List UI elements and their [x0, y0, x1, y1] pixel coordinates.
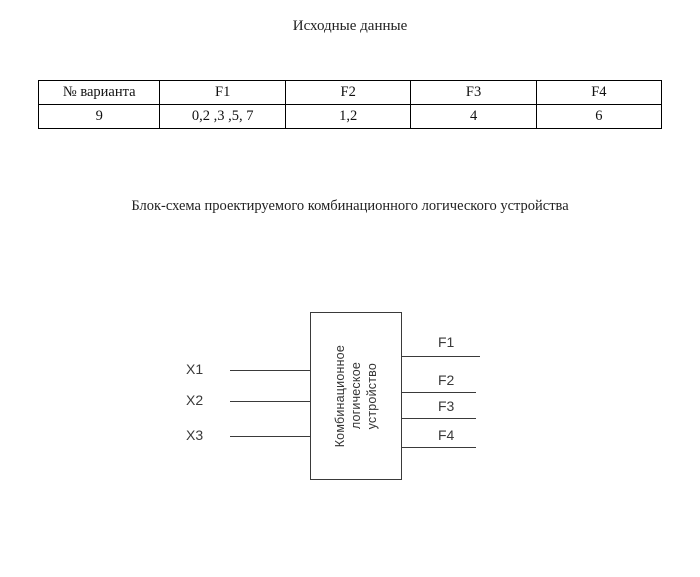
input-wire-x3	[230, 436, 310, 437]
output-label-f3: F3	[438, 398, 455, 414]
input-wire-x1	[230, 370, 310, 371]
table-header-f2: F2	[285, 81, 411, 105]
diagram-caption: Блок-схема проектируемого комбинационного логического устройства	[131, 198, 569, 214]
block-label-line-2: логическое	[349, 362, 363, 430]
cell-f3: 4	[411, 105, 536, 129]
output-label-f4: F4	[438, 427, 455, 443]
block-label-line-3: устройство	[365, 362, 379, 430]
block-diagram	[150, 300, 570, 520]
block-label-line-1: Комбинационное	[333, 344, 347, 448]
output-wire-f2	[402, 392, 476, 393]
input-label-x3: X3	[186, 427, 204, 443]
logic-device-block	[310, 312, 402, 480]
output-label-f1: F1	[438, 334, 455, 350]
table-header-row	[39, 81, 662, 105]
output-wire-f4	[402, 447, 476, 448]
page-title: Исходные данные	[292, 18, 408, 34]
output-wire-f1	[402, 356, 480, 357]
table-header-f1: F1	[160, 81, 286, 105]
input-label-x2: X2	[186, 392, 204, 408]
initial-data-table	[38, 80, 662, 129]
input-label-x1: X1	[186, 361, 204, 377]
cell-f1: 0,2 ,3 ,5, 7	[160, 105, 286, 129]
output-wire-f3	[402, 418, 476, 419]
table-header-f3: F3	[411, 81, 536, 105]
cell-f4: 6	[536, 105, 661, 129]
cell-variant: 9	[39, 105, 160, 129]
input-wire-x2	[230, 401, 310, 402]
output-label-f2: F2	[438, 372, 455, 388]
cell-f2: 1,2	[285, 105, 411, 129]
table-header-variant: № варианта	[39, 81, 160, 105]
table-header-f4: F4	[536, 81, 661, 105]
table-row	[39, 105, 662, 129]
